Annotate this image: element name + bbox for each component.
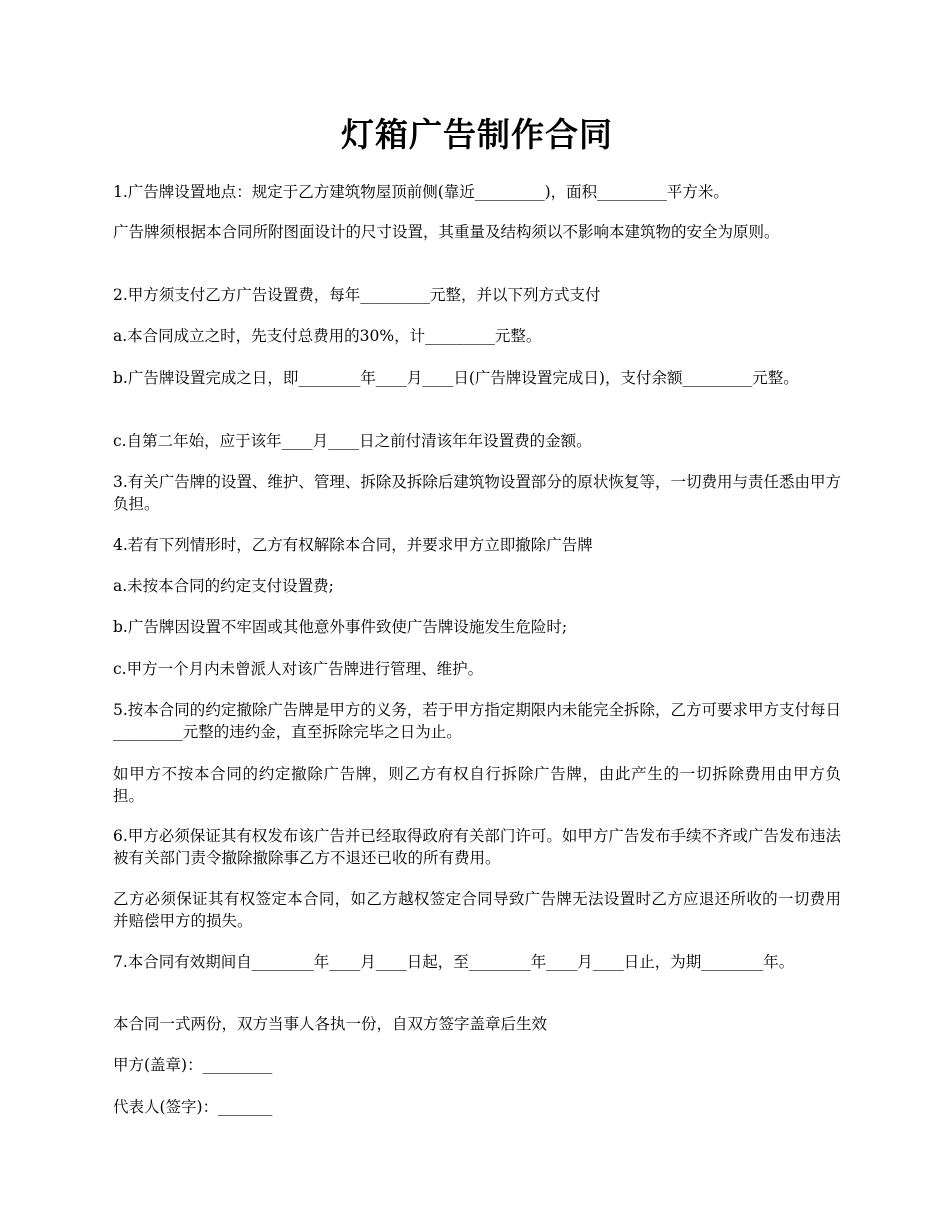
clause-1-design-requirement: 广告牌须根据本合同所附图面设计的尺寸设置，其重量及结构须以不影响本建筑物的安全为原则。: [113, 223, 780, 241]
representative-signature: 代表人(签字)：_______: [113, 1098, 273, 1116]
clause-6-permit: 6.甲方必须保证其有权发布该广告并已经取得政府有关部门许可。如甲方广告发布手续不齐或广告发布违法被有关部门责令撤除撤除事乙方不退还已收的所有费用。: [113, 827, 841, 867]
party-a-seal: 甲方(盖章)：_________: [113, 1056, 273, 1074]
clause-2-fee: 2.甲方须支付乙方广告设置费，每年_________元整，并以下列方式支付: [113, 286, 601, 304]
clause-3-responsibility: 3.有关广告牌的设置、维护、管理、拆除及拆除后建筑物设置部分的原状恢复等，一切费用与责任悉由甲方负担。: [113, 473, 841, 513]
document-title: 灯箱广告制作合同: [341, 115, 613, 154]
clause-6-guarantee: 乙方必须保证其有权签定本合同，如乙方越权签定合同导致广告牌无法设置时乙方应退还所收的一切费用并赔偿甲方的损失。: [113, 890, 841, 930]
clause-2a-first-payment: a.本合同成立之时，先支付总费用的30%，计_________元整。: [113, 327, 542, 345]
clause-5-self-removal: 如甲方不按本合同的约定撤除广告牌，则乙方有权自行拆除广告牌，由此产生的一切拆除费用由甲方负担。: [113, 765, 841, 805]
clause-4a: a.未按本合同的约定支付设置费;: [113, 577, 334, 595]
clause-4b: b.广告牌因设置不牢固或其他意外事件致使广告牌设施发生危险时;: [113, 618, 568, 636]
clause-2b-balance-payment: b.广告牌设置完成之日，即________年____月____日(广告牌设置完成日)，支付余额_________元整。: [113, 369, 799, 387]
clause-7-term: 7.本合同有效期间自________年____月____日起，至________年____月____日止，为期________年。: [113, 953, 795, 971]
clause-4c: c.甲方一个月内未曾派人对该广告牌进行管理、维护。: [113, 660, 484, 678]
copies-statement: 本合同一式两份，双方当事人各执一份，自双方签字盖章后生效: [113, 1015, 548, 1033]
clause-2c-annual-payment: c.自第二年始，应于该年____月____日之前付清该年年设置费的金额。: [113, 432, 592, 450]
clause-1-location: 1.广告牌设置地点：规定于乙方建筑物屋顶前侧(靠近_________)，面积_________平方米。: [113, 183, 729, 201]
clause-5-removal: 5.按本合同的约定撤除广告牌是甲方的义务，若于甲方指定期限内未能完全拆除，乙方可要求甲方支付每日_________元整的违约金，直至拆除完毕之日为止。: [113, 701, 841, 741]
clause-4-termination: 4.若有下列情形时，乙方有权解除本合同，并要求甲方立即撤除广告牌: [113, 536, 593, 554]
